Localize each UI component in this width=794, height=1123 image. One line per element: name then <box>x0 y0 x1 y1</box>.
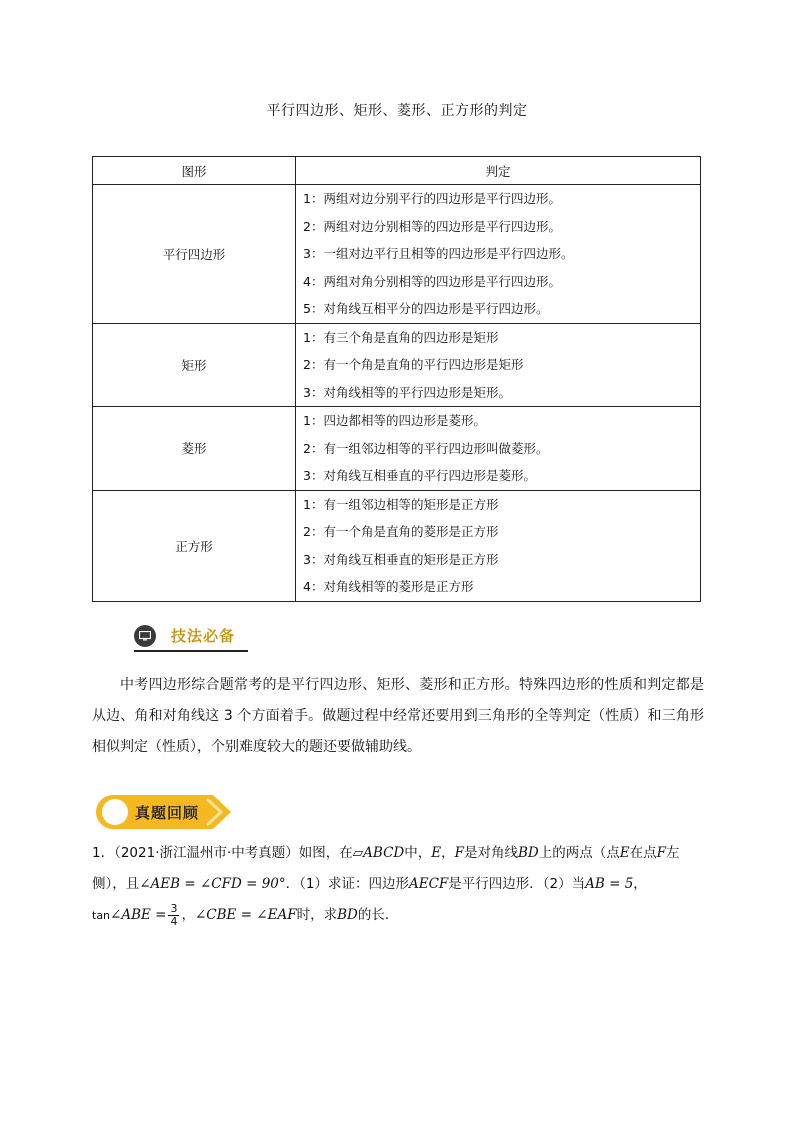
math-quadrilateral: AECF <box>408 876 449 892</box>
rule-item: 2：有一组邻边相等的平行四边形叫做菱形。 <box>303 440 549 456</box>
skills-section-heading <box>134 622 248 650</box>
question-text: 在点 <box>629 845 657 861</box>
math-point: E <box>619 845 630 861</box>
rule-item: 2：有一个角是直角的菱形是正方形 <box>303 524 499 539</box>
rules-cell <box>296 490 701 601</box>
table-header-row <box>93 157 701 185</box>
rule-item: 1：有一组邻边相等的矩形是正方形 <box>303 496 499 512</box>
shape-cell: 矩形 <box>93 323 296 407</box>
math-segment: BD <box>337 907 358 923</box>
question-text: ， <box>633 876 647 892</box>
table-row <box>93 323 701 407</box>
rule-item: 4：对角线相等的菱形是正方形 <box>303 579 474 594</box>
fraction-numerator: 3 <box>170 901 178 915</box>
question-source: （2021·浙江温州市·中考真题） <box>114 845 299 861</box>
question-text: 时，求 <box>296 907 338 923</box>
rules-cell <box>296 407 701 491</box>
rule-item: 3：对角线互相垂直的矩形是正方形 <box>303 551 499 567</box>
question-number: 1． <box>92 845 115 861</box>
math-tan: tan <box>92 909 111 922</box>
rule-item: 2：两组对边分别相等的四边形是平行四边形。 <box>303 218 561 234</box>
table-row <box>93 185 701 324</box>
monitor-icon <box>134 625 156 647</box>
table-row <box>93 407 701 491</box>
math-parallelogram: ▱ABCD <box>352 845 405 861</box>
review-section-badge <box>95 793 235 831</box>
table-header-shape: 图形 <box>93 157 296 185</box>
review-heading-label: 真题回顾 <box>135 804 200 822</box>
math-point: F <box>656 845 666 861</box>
rule-item: 1：四边都相等的四边形是菱形。 <box>303 413 486 428</box>
question-text: ， <box>181 907 195 923</box>
skills-underline <box>134 650 248 652</box>
question-text: 是平行四边形．（2）当 <box>448 876 586 892</box>
question-text: ， <box>441 845 455 861</box>
math-point: E <box>431 845 442 861</box>
math-segment: BD <box>518 845 539 861</box>
rules-cell <box>296 323 701 407</box>
math-fraction <box>168 903 179 928</box>
judgement-table <box>92 156 701 602</box>
table-row <box>93 490 701 601</box>
shape-cell: 平行四边形 <box>93 185 296 324</box>
question-text: 的长． <box>357 907 399 923</box>
rules-cell <box>296 185 701 324</box>
question-text: ．（1）求证：四边形 <box>285 876 409 892</box>
question-text: 中， <box>404 845 432 861</box>
rule-item: 1：有三个角是直角的四边形是矩形 <box>303 329 499 345</box>
math-angles: ∠AEB = ∠CFD = 90° <box>139 876 286 892</box>
shape-cell: 正方形 <box>93 490 296 601</box>
page-title: 平行四边形、矩形、菱形、正方形的判定 <box>266 103 528 119</box>
question-1 <box>92 838 706 931</box>
table-header-judgement: 判定 <box>296 157 701 185</box>
math-angles-2: ∠CBE = ∠EAF <box>194 907 297 923</box>
math-tan-angle: ∠ABE = <box>110 907 167 923</box>
skills-paragraph: 中考四边形综合题常考的是平行四边形、矩形、菱形和正方形。特殊四边形的性质和判定都是从边、角和对角线这 3 个方面着手。做题过程中经常还要用到三角形的全等判定（性质）和三角形相似判定（性质），个别难度较大的题还要做辅助线。 <box>92 677 704 755</box>
question-text: 左侧），且 <box>92 845 680 892</box>
question-text: 上的两点（点 <box>538 845 620 861</box>
rule-item: 3：对角线互相垂直的平行四边形是菱形。 <box>303 468 536 483</box>
math-point: F <box>454 845 464 861</box>
fraction-denominator: 4 <box>170 914 178 928</box>
rule-item: 4：两组对角分别相等的四边形是平行四边形。 <box>303 273 561 289</box>
rule-item: 3：对角线相等的平行四边形是矩形。 <box>303 384 511 400</box>
rule-item: 1：两组对边分别平行的四边形是平行四边形。 <box>303 191 561 206</box>
rule-item: 3：一组对边平行且相等的四边形是平行四边形。 <box>303 246 574 261</box>
question-text: 如图，在 <box>298 845 353 861</box>
skills-heading-label: 技法必备 <box>171 627 236 645</box>
shape-cell: 菱形 <box>93 407 296 491</box>
rule-item: 5：对角线互相平分的四边形是平行四边形。 <box>303 301 549 316</box>
question-text: 是对角线 <box>464 845 518 861</box>
circle-icon <box>102 799 128 825</box>
math-length: AB = 5 <box>585 876 634 892</box>
rule-item: 2：有一个角是直角的平行四边形是矩形 <box>303 357 524 372</box>
